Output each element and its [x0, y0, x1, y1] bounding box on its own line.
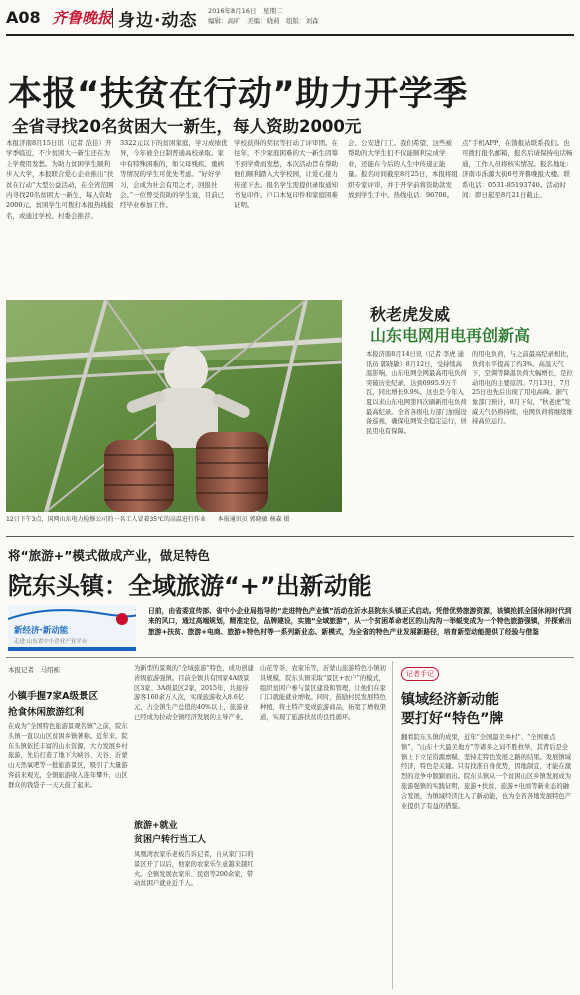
power-worker-photo	[6, 300, 342, 512]
note-title-line2: 要打好“特色”牌	[401, 711, 504, 727]
masthead	[6, 4, 574, 34]
section-divider	[6, 536, 574, 537]
story2-subhead-2b: 贫困户转行当工人	[134, 835, 207, 845]
issue-date: 2016年8月16日 星期二	[208, 7, 283, 15]
main-col-1: 本报济南8月15日讯（记者 范佳）开学季临近，不少贫困大一新生还在为上学费用发愁。为助力贫困学生顺利步入大学，本报联合爱心企业推出“扶贫在行动”大型公益活动，在全省范围内寻找20名贫困大一新生，每人资助2000元。贫困学生可拨打本报热线报名，或通过学校、村委会推荐。	[6, 139, 114, 220]
story2-col-c: 山花等茶、农家乐等，沂蒙山旅游特色小镇初具规模，院东头镇采取“景区+农户”的模式，组织贫困户参与景区建设和管理，让他们在家门口就能就业增收。同时，鼓励村民发展特色种植，将土特产变成旅游商品，拓宽了增收渠道，实现了旅游扶贫的良性循环。	[260, 665, 386, 721]
story2-col-a: 在成为“全国特色旅游景观名镇”之前，院东头镇一直以山区贫困乡镇著称。近年来，院东头镇依托丰富的山水资源，大力发展乡村旅游，先后打造了地下大峡谷、天谷、沂蒙山天然氧吧等一批旅游景区，吸引了大量游客前来观光，全镇旅游收入连年攀升，山区群众的钱袋子一天天鼓了起来。	[8, 723, 128, 789]
note-title-line1: 镇域经济新动能	[401, 692, 499, 708]
story2-headline: 院东头镇：全域旅游“+”出新动能	[8, 572, 372, 600]
main-col-3: 学校获得的奖状等打动了评审团。在往年，不少家庭困难的大一新生因筹不到学费而发愁，本次活动旨在帮助他们顺利踏入大学校园，让爱心接力传递下去。报名学生需提供录取通知书复印件、户口本复印件和家庭困难证明。	[234, 139, 338, 210]
story2-kicker: 将“旅游+”模式做成产业，做足特色	[8, 548, 210, 563]
main-story-body	[6, 138, 574, 298]
story2-col-b2: 凤凰湾农家乐老板告诉记者，自从家门口的景区开了以后，他家的农家乐生意越来越红火。全镇发展农家乐、民宿等200余家，带动贫困户就业近千人。	[134, 851, 254, 888]
news-photo	[6, 300, 342, 512]
side-col-1: 本报济南8月14日讯（记者 李虎 通讯员 郭晓敏）8月12日，受持续高温影响，山东电网全网最高用电负荷突破历史纪录，达到6995.9万千瓦，同比增长9.9%。这也是今年入夏以来山东电网第四次刷新用电负荷最高纪录。全省各级电力部门加强设备巡视，确保电网安全稳定运行，居民用电有保障。	[366, 351, 467, 435]
main-col-5: 点”手机APP，在馈报站联系我们。也可拨打报名邮箱，报名后请保持电话畅通，工作人员将核实情况。报名地址：济南市泺源大街6号齐鲁晚报大楼。联系电话：0531-85193740。活动时间：即日起至8月21日截止。	[462, 139, 573, 200]
main-col-4: 会、公安进门工。我们希望，这些被帮助的大学生们不仅能顺利完成学业，还能在今后的人生中传递正能量。报名时间截至8月25日，本报将组织专家评审，并于开学前将资助款发放到学生手中。热线电话：96706。	[348, 139, 458, 200]
side-story-title: 秋老虎发威	[370, 305, 451, 324]
main-subhead: 全省寻找20名贫困大一新生，每人资助2000元	[12, 117, 362, 136]
badge-subtitle: 走进·山东省中小企业产业平台	[14, 639, 88, 645]
side-col-2: 的用电负荷，与之前最高纪录相比，负荷水平提高了约3%。高温天气下，空调等降温负荷大幅增长，是拉动用电的主要原因。7月13日、7月25日也先后出现了用电高峰。据气象部门预计，8月下旬，“秋老虎”发威天气仍将持续，电网负荷将继续维持高位运行。	[472, 351, 573, 426]
page-number: A08	[6, 8, 41, 27]
photo-credit: 本报通讯员 郭晓敏 杨森 摄	[217, 516, 290, 523]
issue-editors: 编辑：高旷 美编：晓莉 组版：刘森	[208, 17, 319, 25]
photo-caption	[6, 514, 342, 523]
side-story-subtitle: 山东电网用电再创新高	[370, 326, 531, 345]
lower-divider	[6, 657, 574, 658]
reporter-note	[392, 661, 574, 989]
main-headline: 本报“扶贫在行动”助力开学季	[8, 74, 468, 114]
section-name: 身边·动态	[118, 11, 198, 31]
story2-lead: 日前，由省委宣传部、省中小企业局指导的“走进特色产业镇”活动在沂水县院东头镇正式启动。凭借优势旅游资源，该镇抢抓全国休闲时代到来的风口，通过高端规划，精准定位，品牌建设，实施“全域旅游”，从一个贫困革命老区的山沟沟一举蜕变成为一个特色旅游强镇，并探索出旅游+扶贫、旅游+电商、旅游+特色村等一系列新业态、新模式，为全省的特色产业发展新路径，培育新型动能提供了经验与借鉴	[148, 607, 572, 636]
story2-subhead-2a: 旅游+就业	[134, 821, 178, 831]
masthead-divider	[112, 8, 113, 28]
column-badge	[8, 605, 136, 651]
paper-logo: 齐鲁晚报	[52, 9, 113, 27]
side-story-body	[366, 350, 574, 526]
badge-label: 新经济·新动能	[14, 626, 69, 636]
issue-info	[208, 6, 319, 26]
photo-caption-text: 12日下午3点，国网山东电力检修公司的一名工人冒着35℃的高温进行作业	[6, 516, 206, 523]
story2-subhead-1a: 小镇手握7家A级景区	[8, 691, 98, 702]
story2-col-b: 为新型的景观的“全域旅游”特色，成功创建省级旅游强镇。目前全镇共有国家4A级景区3家、3A级景区2家，2015年，共接待游客160余万人次，实现旅游收入8.6亿元，占全镇生产总值的40%以上，旅游业已经成为拉动全镇经济发展的主导产业。	[134, 665, 254, 721]
main-col-2: 3322元以下的贫困家庭，学习成绩优异，今年被全日制普通高校录取。家中有特殊困难的，如父母残疾、重病等情况的学生可优先考虑。“好好学习，会成为社会有用之才，回报社会。”一位曾受资助的学生说，目前已经毕业参加工作。	[120, 139, 228, 210]
note-tag: 记者手记	[401, 667, 439, 681]
note-body: 翻看院东头镇的成果，近年“全国最美乡村”、“全国重点镇”、“山东十大最美地方”等诸多之词不胜枚举，其背后是全镇上下立足资源禀赋、坚持走特色发展之路的结果。发展镇域经济，特色是关键。只有找准自身优势，因地制宜，才能在激烈的竞争中脱颖而出。院东头镇从一个贫困山区乡镇发展成为旅游强镇的实践证明，旅游+扶贫、旅游+电商等新业态的融合发展，为镇域经济注入了新动能，也为全省各地发展特色产业提供了有益的借鉴。	[401, 734, 571, 810]
story2-subhead-1b: 抢食休闲旅游红利	[8, 707, 85, 718]
masthead-rule	[6, 34, 574, 36]
story2-byline: 本报记者 马绍栋	[8, 666, 60, 674]
